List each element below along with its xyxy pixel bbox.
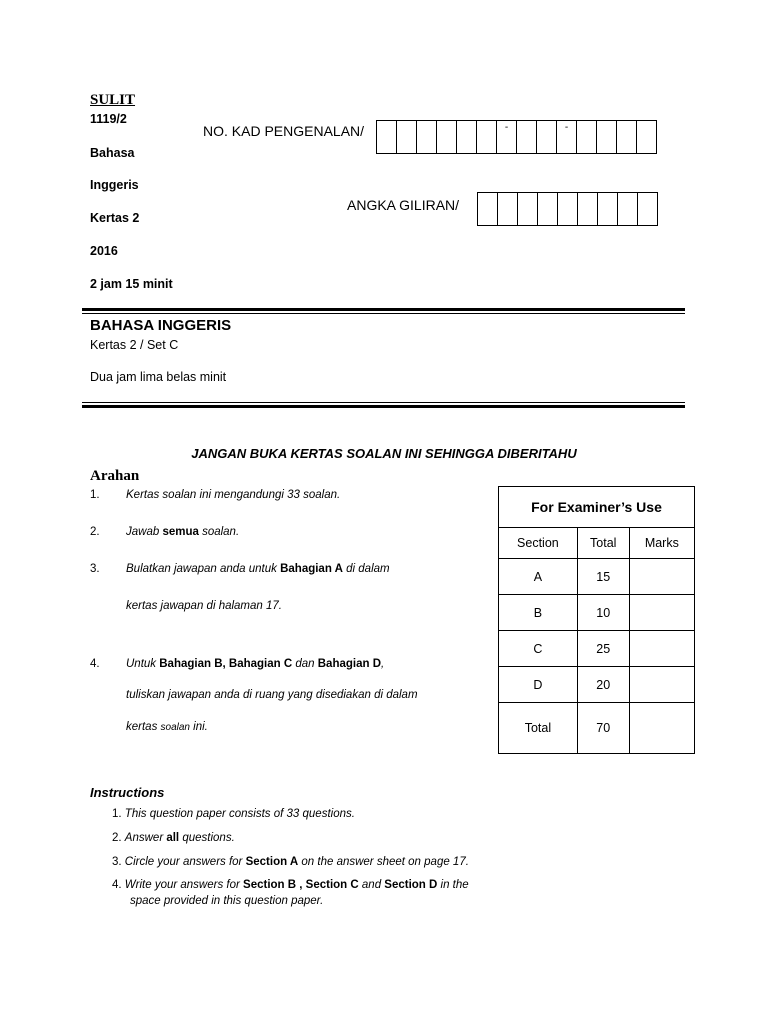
divider-bottom-thin <box>82 402 685 403</box>
col-section: Section <box>499 528 578 559</box>
row-d-total: 20 <box>577 667 629 703</box>
arahan-item-2: Jawab semua soalan. <box>126 526 240 538</box>
row-total-total: 70 <box>577 703 629 754</box>
roll-box-1[interactable] <box>478 192 498 226</box>
do-not-open-warning: JANGAN BUKA KERTAS SOALAN INI SEHINGGA DIBERITAHU <box>191 446 577 461</box>
paper-number: Kertas 2 <box>90 211 140 225</box>
arahan-num-1: 1. <box>90 489 100 501</box>
instruction-item-3: 3. Circle your answers for Section A on the answer sheet on page 17. <box>112 856 469 868</box>
row-b-total: 10 <box>577 595 629 631</box>
ic-box-9[interactable] <box>537 120 557 154</box>
examiner-table-title: For Examiner’s Use <box>499 487 695 528</box>
row-a-section: A <box>499 559 578 595</box>
ic-box-14[interactable] <box>637 120 657 154</box>
roll-box-4[interactable] <box>538 192 558 226</box>
ic-box-11[interactable] <box>577 120 597 154</box>
arahan-item-1: Kertas soalan ini mengandungi 33 soalan. <box>126 489 341 501</box>
ic-box-13[interactable] <box>617 120 637 154</box>
instruction-item-2: 2. Answer all questions. <box>112 832 235 844</box>
examiner-table <box>498 486 695 754</box>
instruction-item-4: 4. Write your answers for Section B , Section C and Section D in the <box>112 879 469 891</box>
subject-line1: Bahasa <box>90 146 135 160</box>
arahan-heading: Arahan <box>90 468 140 484</box>
instruction-item-4-cont: space provided in this question paper. <box>130 895 324 907</box>
row-a-marks[interactable] <box>629 559 694 595</box>
duration: 2 jam 15 minit <box>90 277 173 291</box>
roll-box-8[interactable] <box>618 192 638 226</box>
ic-box-8[interactable] <box>517 120 537 154</box>
divider-top-thick <box>82 308 685 311</box>
roll-number-boxes[interactable] <box>477 192 658 226</box>
paper-code: 1119/2 <box>90 112 127 126</box>
year: 2016 <box>90 244 118 258</box>
ic-label: NO. KAD PENGENALAN/ <box>203 123 365 139</box>
roll-box-9[interactable] <box>638 192 658 226</box>
arahan-num-4: 4. <box>90 658 100 670</box>
row-c-marks[interactable] <box>629 631 694 667</box>
ic-box-10[interactable]: - <box>557 120 577 154</box>
instruction-item-1: 1. This question paper consists of 33 questions. <box>112 808 355 820</box>
ic-box-5[interactable] <box>457 120 477 154</box>
sulit-label: SULIT <box>90 92 136 108</box>
row-c-total: 25 <box>577 631 629 667</box>
row-b-section: B <box>499 595 578 631</box>
arahan-item-4: Untuk Bahagian B, Bahagian C dan Bahagian D, <box>126 658 385 670</box>
ic-box-4[interactable] <box>437 120 457 154</box>
paper-set: Kertas 2 / Set C <box>90 338 179 352</box>
roll-box-6[interactable] <box>578 192 598 226</box>
arahan-num-2: 2. <box>90 526 100 538</box>
ic-box-2[interactable] <box>397 120 417 154</box>
roll-box-3[interactable] <box>518 192 538 226</box>
roll-box-7[interactable] <box>598 192 618 226</box>
row-c-section: C <box>499 631 578 667</box>
col-total: Total <box>577 528 629 559</box>
exam-title: BAHASA INGGERIS <box>90 317 232 334</box>
row-d-section: D <box>499 667 578 703</box>
ic-box-6[interactable] <box>477 120 497 154</box>
col-marks: Marks <box>629 528 694 559</box>
ic-box-3[interactable] <box>417 120 437 154</box>
row-total-section: Total <box>499 703 578 754</box>
row-a-total: 15 <box>577 559 629 595</box>
subject-line2: Inggeris <box>90 178 139 192</box>
row-b-marks[interactable] <box>629 595 694 631</box>
arahan-item-3: Bulatkan jawapan anda untuk Bahagian A di dalam <box>126 563 390 575</box>
roll-label: ANGKA GILIRAN/ <box>347 197 460 213</box>
row-d-marks[interactable] <box>629 667 694 703</box>
ic-box-12[interactable] <box>597 120 617 154</box>
ic-number-boxes[interactable] <box>376 120 657 154</box>
arahan-item-4-cont2: kertas soalan ini. <box>126 721 208 733</box>
row-total-marks[interactable] <box>629 703 694 754</box>
roll-box-2[interactable] <box>498 192 518 226</box>
instructions-heading: Instructions <box>90 785 165 800</box>
arahan-item-3-cont: kertas jawapan di halaman 17. <box>126 600 282 612</box>
divider-bottom-thick <box>82 405 685 408</box>
duration-words: Dua jam lima belas minit <box>90 370 227 384</box>
arahan-num-3: 3. <box>90 563 100 575</box>
roll-box-5[interactable] <box>558 192 578 226</box>
divider-top-thin <box>82 313 685 314</box>
arahan-item-4-cont1: tuliskan jawapan anda di ruang yang disediakan di dalam <box>126 689 418 701</box>
ic-box-7[interactable]: - <box>497 120 517 154</box>
ic-box-1[interactable] <box>377 120 397 154</box>
